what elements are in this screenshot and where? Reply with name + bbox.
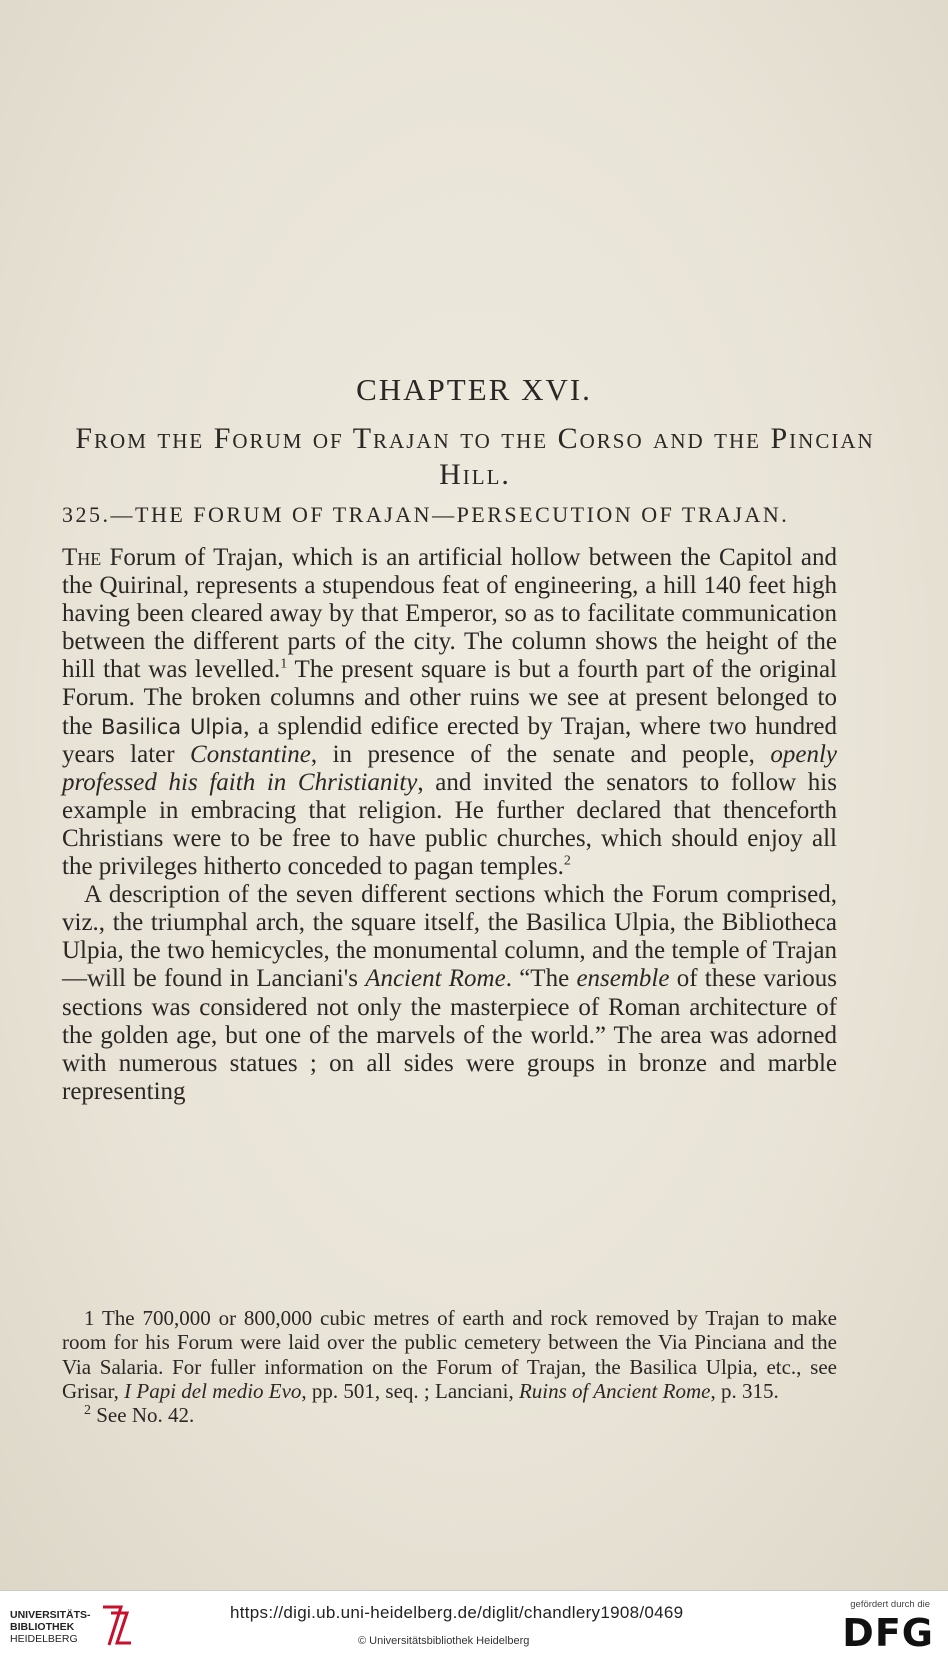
constantine-italic: Constantine (190, 740, 311, 768)
text-span: , a splendid edifice erected by Trajan, where two hundred years later (62, 712, 837, 768)
funded-by-label: gefördert durch die (850, 1599, 930, 1610)
footnotes (62, 1306, 837, 1427)
section-heading: 325.—THE FORUM OF TRAJAN—PERSECUTION OF TRAJAN. (62, 502, 790, 527)
footnote-1-number: 1 (84, 1306, 95, 1330)
body-text (62, 544, 837, 1106)
ensemble-italic: ensemble (576, 965, 670, 993)
chapter-title: CHAPTER XVI. (356, 372, 592, 407)
text-span: The present square is but a fourth part of the original Forum. The broken columns and other ruins we see at present belonged to the (62, 656, 837, 740)
page-url-link[interactable]: https://digi.ub.uni-heidelberg.de/diglit/chandlery1908/0469 (230, 1603, 684, 1622)
chapter-subtitle: From the Forum of Trajan to the Corso and the Pincian Hill. (75, 422, 875, 491)
basilica-ulpia-emphasis: Basilica Ulpia (100, 714, 244, 739)
footer-bar (0, 1590, 948, 1660)
text-span: See No. 42. (91, 1403, 195, 1428)
library-line-3: HEIDELBERG (10, 1633, 78, 1645)
footnote-2 (62, 1403, 837, 1427)
library-line-1: UNIVERSITÄTS- (10, 1609, 91, 1621)
library-line-2: BIBLIOTHEK (10, 1621, 75, 1633)
text-span: of these various sections was considered not only the masterpiece of Roman architecture of the golden age, but one of the marvels of the world.” The area was adorned with numerous statues ; on all sides were groups in bronze and marble representing (62, 965, 837, 1105)
ancient-rome-italic: Ancient Rome (365, 965, 506, 993)
text-span: The 700,000 or 800,000 cubic metres of earth and rock removed by Trajan to make room for his Forum were laid over the public cemetery between the Via Pinciana and the Via Salaria. For fuller information on the Forum of Trajan, the Basilica Ulpia, etc., see Grisar, (62, 1306, 837, 1403)
text-span: Forum of Trajan, which is an artificial hollow between the Capitol and the Quirinal, represents a stupendous feat of engineering, a hill 140 feet high having been cleared away by that Emperor, so as to facilitate communication between the different parts of the city. The column shows the height of the hill that was levelled. (62, 544, 837, 684)
library-logo-text[interactable] (10, 1609, 91, 1645)
dfg-logo[interactable]: DFG (842, 1611, 934, 1655)
footnote-1 (62, 1306, 837, 1403)
text-span: , and invited the senators to follow his example in embracing that religion. He further declared that thenceforth Christians were to be free to have public churches, which should enjoy all the privileges hitherto conceded to pagan temples. (62, 768, 837, 881)
lead-word: The (62, 544, 102, 571)
copyright-notice: © Universitätsbibliothek Heidelberg (358, 1635, 530, 1647)
footnote-ref-2: 2 (563, 853, 571, 869)
footnote-ref-1: 1 (280, 657, 288, 673)
text-span: . “The (505, 965, 577, 993)
paragraph-1 (62, 544, 837, 881)
text-span: , in presence of the senate and people, (310, 740, 771, 768)
text-span: , p. 315. (710, 1378, 779, 1403)
library-logo-icon (97, 1603, 133, 1649)
papi-italic: I Papi del medio Evo (124, 1378, 302, 1403)
ruins-italic: Ruins of Ancient Rome (518, 1378, 711, 1403)
text-span: A description of the seven different sections which the Forum comprised, viz., the triumphal arch, the square itself, the Basilica Ulpia, the Bibliotheca Ulpia, the two hemicycles, the monumental column, and the temple of Trajan—will be found in Lanciani's (62, 881, 837, 993)
footnote-2-number: 2 (84, 1403, 91, 1419)
text-span: , pp. 501, seq. ; Lanciani, (301, 1378, 519, 1403)
openly-professed-italic: openly professed his faith in Christianity (62, 740, 838, 796)
paragraph-2 (62, 881, 837, 1106)
